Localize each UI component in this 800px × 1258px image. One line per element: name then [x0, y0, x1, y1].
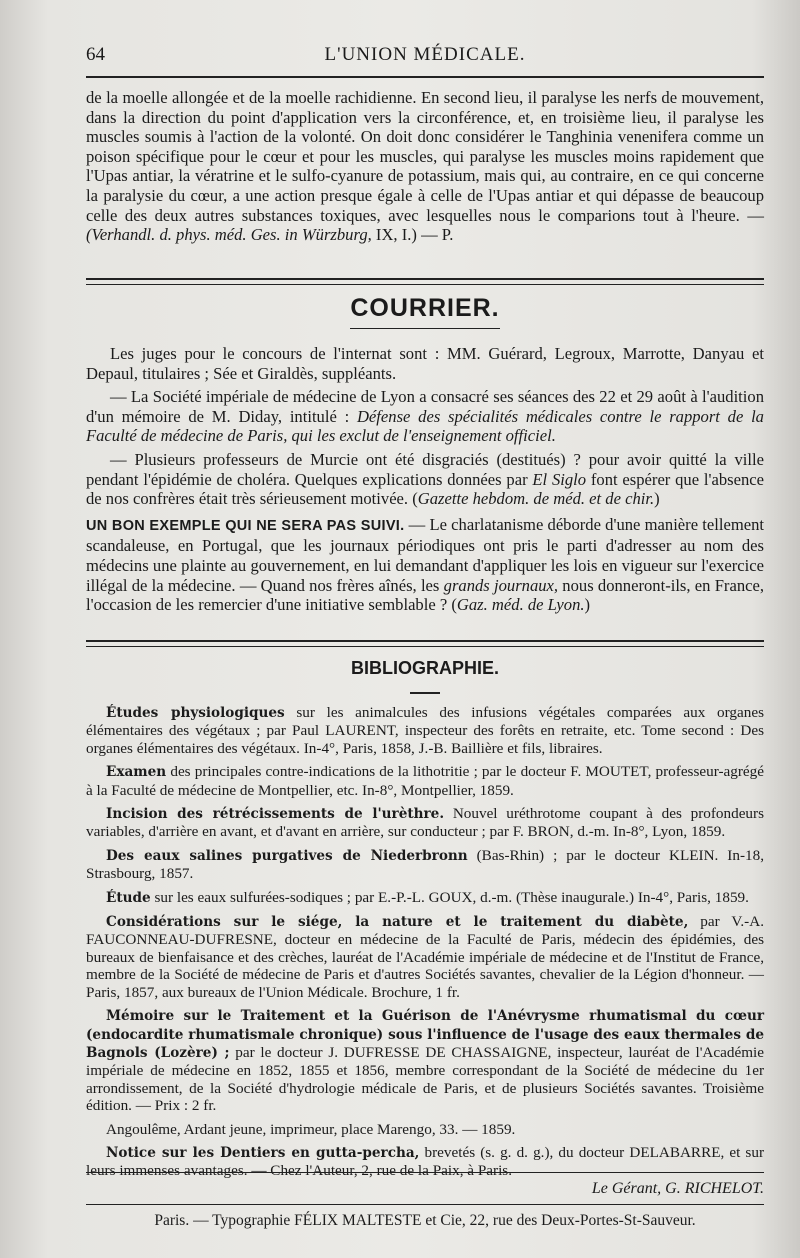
intro-section [86, 88, 764, 245]
footer-rule [86, 1172, 764, 1173]
bibliography-entry [86, 763, 764, 799]
bibliography-entry-heading: Examen [106, 764, 167, 781]
courrier-paragraph-4: UN BON EXEMPLE QUI NE SERA PAS SUIVI. — Le charlatanisme déborde d'une manière tellement scandaleuse, en Portugal, que les journaux périodiques ont pris le parti d'adresser au nom des médecins une plainte au gouvernement, en lui demandant d'appliquer les lois en vigueur sur l'exercice illégal de la médecine. — Quand nos frères aînés, les grands journaux, nous donneront-ils, en France, l'occasion de les remercier d'une initiative semblable ? (Gaz. méd. de Lyon.) [86, 514, 764, 615]
running-header [86, 40, 764, 74]
bibliography-entry-heading: Études physiologiques [106, 705, 285, 721]
bibliography-list [86, 704, 764, 1186]
courrier-heading-block [86, 290, 764, 330]
bibliography-entry-heading: Des eaux salines purgatives de Niederbronn [106, 847, 468, 864]
bibliography-entry-text: Angoulême, Ardant jeune, imprimeur, place Marengo, 33. — 1859. [106, 1120, 516, 1138]
bibliography-entry-text: sur les animalcules des infusions végétales comparées aux organes élémentaires des végétaux ; par Paul LAURENT, inspecteur des forêts en retraite, etc. Tome second : Des organes élémentaires des végétaux. In-4°, Paris, 1858, J.-B. Baillière et fils, libraires. [86, 704, 764, 757]
bibliography-entry-text: sur les eaux sulfurées-sodiques ; par E.-P.-L. GOUX, d.-m. (Thèse inaugurale.) In-4°, Paris, 1859. [150, 888, 749, 906]
bibliography-entry-heading: Notice sur les Dentiers en gutta-percha, [106, 1144, 420, 1161]
courrier-underline [350, 328, 500, 329]
page-number: 64 [86, 44, 105, 65]
courrier-section [86, 344, 764, 615]
section-rule-top [86, 278, 764, 280]
courrier-lead-caps: UN BON EXEMPLE QUI NE SERA PAS SUIVI. [86, 517, 405, 534]
header-rule [86, 76, 764, 78]
biblio-heading-block [86, 654, 764, 694]
bibliography-entry [86, 847, 764, 883]
bibliography-entry [86, 913, 764, 1001]
bibliography-entry-heading: Mémoire sur le Traitement et la Guérison de l'Anévrysme rhumatismal du cœur (endocardite rhumatismale chronique) sous l'influence de l'usage des eaux thermales de Bagnols (Lozère) ; [86, 1008, 764, 1061]
bibliography-entry-heading: Étude [106, 889, 151, 906]
bibliography-entry-heading: Considérations sur le siége, la nature et le traitement du diabète, [106, 914, 689, 931]
bibliography-entry-heading: Incision des rétrécissements de l'urèthre. [106, 806, 445, 823]
biblio-rule-top [86, 640, 764, 642]
bibliography-entry [86, 1121, 764, 1138]
bibliography-entry [86, 1144, 764, 1180]
bibliography-entry [86, 704, 764, 757]
gerant-line: Le Gérant, G. RICHELOT. [591, 1180, 764, 1197]
section-rule-bottom [86, 284, 764, 285]
printer-line: Paris. — Typographie FÉLIX MALTESTE et Cie, 22, rue des Deux-Portes-St-Sauveur. [154, 1212, 696, 1229]
journal-title: L'UNION MÉDICALE. [324, 44, 526, 65]
bibliography-entry [86, 805, 764, 841]
bibliography-entry-text: brevetés (s. g. d. g.), du docteur DELABARRE, et sur leurs immenses avantages. — Chez l'Auteur, 2, rue de la Paix, à Paris. [86, 1143, 764, 1180]
bibliography-entry-text: par le docteur J. DUFRESSE DE CHASSAIGNE, inspecteur, lauréat de l'Académie impériale de médecine en 1852, 1855 et 1856, membre correspondant de la Société de médecine du 1er arrondissement, de la Société d'hydrologie médicale de Paris, et de plusieurs Sociétés savantes. Troisième édition. — Prix : 2 fr. [86, 1043, 764, 1115]
courrier-paragraph-1: Les juges pour le concours de l'internat sont : MM. Guérard, Legroux, Marrotte, Danyau et Depaul, titulaires ; Sée et Giraldès, suppléants. [86, 344, 764, 383]
bibliography-entry-text: (Bas-Rhin) ; par le docteur KLEIN. In-18, Strasbourg, 1857. [86, 846, 764, 883]
courrier-title: COURRIER. [350, 294, 500, 322]
footer-rule-2 [86, 1204, 764, 1205]
biblio-rule-bottom [86, 646, 764, 647]
bibliography-entry-text: Nouvel uréthrotome coupant à des profondeurs variables, d'arrière en avant, et d'avant en arrière, sur conducteur ; par F. BRON, d.-m. In-8°, Lyon, 1859. [86, 805, 764, 841]
bibliography-entry-text: par V.-A. FAUCONNEAU-DUFRESNE, docteur en médecine de la Faculté de Paris, médecin des épidémies, des bureaux de bienfaisance et des crèches, lauréat de l'Académie impériale de médecine et de l'Institut de France, membre de la Société de médecine de Paris et d'autres Sociétés savantes, chevalier de la Légion d'honneur. — Paris, 1857, aux bureaux de l'Union Médicale. Brochure, 1 fr. [86, 913, 765, 1001]
courrier-paragraph-3: — Plusieurs professeurs de Murcie ont été disgraciés (destitués) ? pour avoir quitté la ville pendant l'épidémie de choléra. Quelques explications données par El Siglo font espérer que l'absence de nos confrères était très sérieusement motivée. (Gazette hebdom. de méd. et de chir.) [86, 449, 765, 509]
intro-citation: (Verhandl. d. phys. méd. Ges. in Würzburg, [86, 225, 372, 245]
biblio-dash [410, 692, 440, 694]
bibliography-entry [86, 1007, 764, 1114]
bibliography-entry [86, 889, 764, 907]
bibliographie-title: BIBLIOGRAPHIE. [350, 658, 499, 678]
intro-paragraph: de la moelle allongée et de la moelle rachidienne. En second lieu, il paralyse les nerfs de mouvement, dans la direction du point d'application vers la circonférence, et, en troisième lieu, il paralyse les muscles soumis à l'action de la volonté. On doit donc considérer le Tanghinia venenifera comme un poison spécifique pour le cœur et pour les muscles, qui paralyse les muscles moins rapidement que l'Upas antiar, la vératrine et le sulfo-cyanure de potassium, mais qui, au contraire, en ce qui concerne la paralysie du cœur, a une action presque égale à celle de l'Upas antiar et qui dépasse de beaucoup celle des deux autres substances toxiques, avec lesquelles nous le comparions tout à l'heure. — (Verhandl. d. phys. méd. Ges. in Würzburg, IX, I.) — P. [86, 88, 764, 245]
bibliography-entry-text: des principales contre-indications de la lithotritie ; par le docteur F. MOUTET, professeur-agrégé à la Faculté de médecine de Montpellier, etc. In-8°, Montpellier, 1859. [86, 763, 764, 799]
courrier-paragraph-2: — La Société impériale de médecine de Lyon a consacré ses séances des 22 et 29 août à l'audition d'un mémoire de M. Diday, intitulé : Défense des spécialités médicales contre le rapport de la Faculté de médecine de Paris, qui les exclut de l'enseignement officiel. [86, 387, 764, 446]
